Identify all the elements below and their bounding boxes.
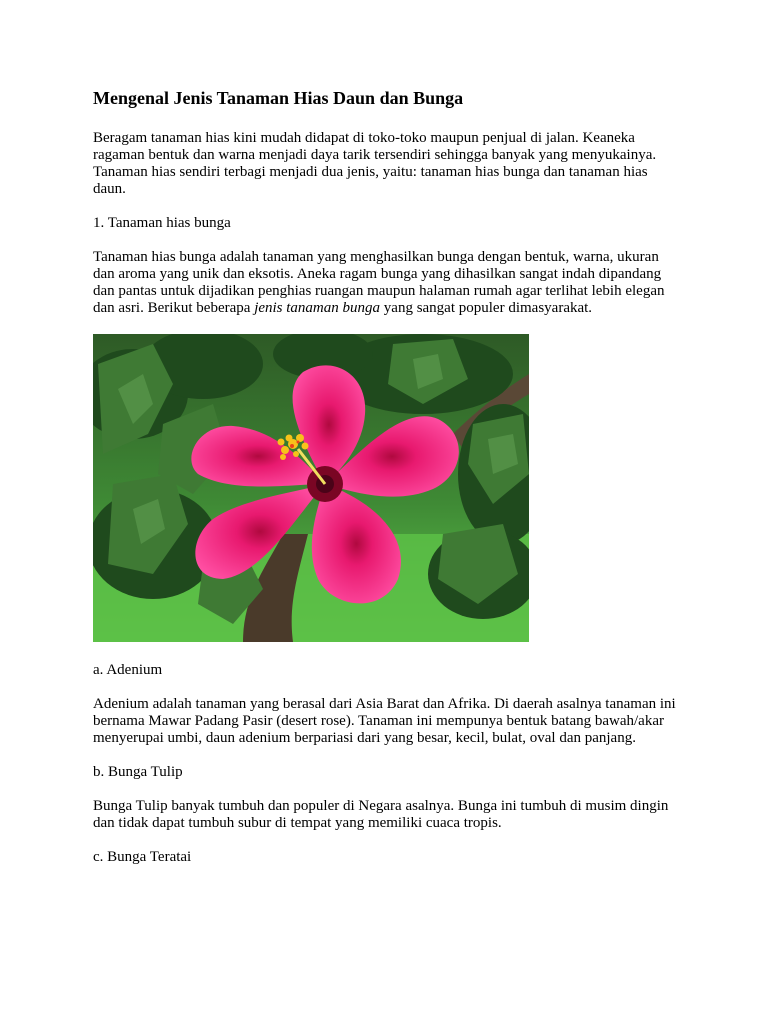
section-paragraph-tanaman-hias-bunga [93, 249, 678, 317]
item-heading-bunga-tulip: b. Bunga Tulip [93, 764, 183, 780]
intro-paragraph: Beragam tanaman hias kini mudah didapat di toko-toko maupun penjual di jalan. Keaneka ragaman bentuk dan warna menjadi daya tarik tersendiri sehingga banyak yang menyukainya. Tanaman hias sendiri terbagi menjadi dua jenis, yaitu: tanaman hias bunga dan tanaman hias daun. [93, 130, 657, 197]
item-paragraph-bunga-tulip: Bunga Tulip banyak tumbuh dan populer di Negara asalnya. Bunga ini tumbuh di musim dingin dan tidak dapat tumbuh subur di tempat yang memiliki cuaca tropis. [93, 798, 669, 831]
document-title: Mengenal Jenis Tanaman Hias Daun dan Bunga [93, 88, 464, 108]
section-heading-tanaman-hias-bunga: 1. Tanaman hias bunga [93, 215, 231, 231]
section-text-after: yang sangat populer dimasyarakat. [380, 300, 593, 316]
item-paragraph-adenium: Adenium adalah tanaman yang berasal dari Asia Barat dan Afrika. Di daerah asalnya tanaman ini bernama Mawar Padang Pasir (desert rose). Tanaman ini mempunya bentuk batang bawah/akar menyerupai umbi, daun adenium berpariasi dari yang besar, kecil, bulat, oval dan panjang. [93, 696, 676, 746]
item-heading-bunga-teratai: c. Bunga Teratai [93, 849, 192, 865]
hibiscus-photo [93, 334, 529, 642]
document-page [93, 86, 683, 883]
item-heading-adenium: a. Adenium [93, 662, 163, 678]
italic-link-text: jenis tanaman bunga [254, 300, 381, 316]
section-text-before: Tanaman hias bunga adalah tanaman yang menghasilkan bunga dengan bentuk, warna, ukuran dan aroma yang unik dan eksotis. Aneka ragam bunga yang dihasilkan sangat indah dipandang dan pantas untuk dijadikan penghias ruangan maupun halaman rumah agar terlihat lebih elegan dan asri. Berikut beberapa [93, 249, 665, 316]
